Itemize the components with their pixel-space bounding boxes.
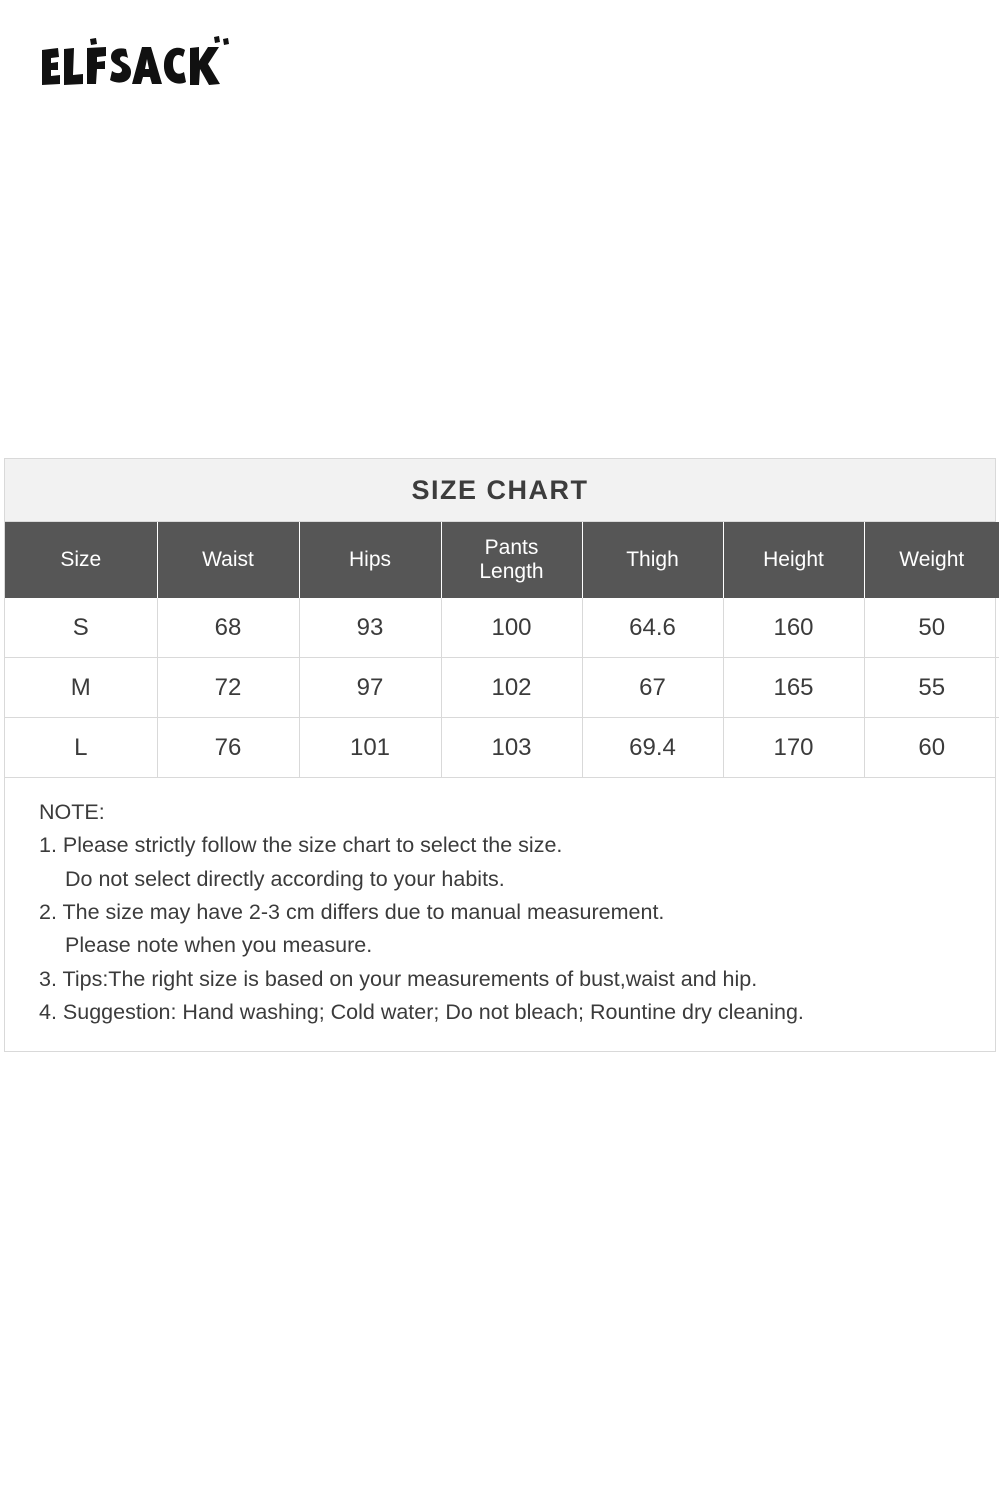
notes-heading: NOTE: xyxy=(39,800,105,824)
cell-weight: 60 xyxy=(918,733,946,761)
cell-hips: 93 xyxy=(299,598,441,658)
table-row xyxy=(5,598,999,658)
table-row xyxy=(5,718,999,778)
cell-thigh: 64.6 xyxy=(582,598,723,658)
cell-size: L xyxy=(5,718,157,778)
column-header-waist: Waist xyxy=(157,522,299,598)
cell-hips: 97 xyxy=(299,658,441,718)
cell-weight: 50 xyxy=(864,598,999,658)
cell-height: 165 xyxy=(723,658,864,718)
brand-logo xyxy=(38,34,238,104)
cell-hips: 101 xyxy=(299,718,441,778)
elfsack-wordmark-logo xyxy=(38,34,238,104)
column-header-weight: Weight xyxy=(864,522,999,598)
table-row xyxy=(5,658,999,718)
column-header-pants-length xyxy=(441,522,582,598)
column-header-pants-length-line2: Length xyxy=(479,560,544,583)
cell-waist: 76 xyxy=(157,718,299,778)
note-line-4: 4. Suggestion: Hand washing; Cold water; Do not bleach; Rountine dry cleaning. xyxy=(39,999,804,1024)
note-line-2: 2. The size may have 2-3 cm differs due to manual measurement. xyxy=(39,899,665,924)
size-chart-panel xyxy=(4,458,996,1052)
cell-size: M xyxy=(5,658,157,718)
column-header-hips: Hips xyxy=(299,522,441,598)
column-header-size: Size xyxy=(5,522,157,598)
cell-pants-length: 100 xyxy=(441,598,582,658)
note-line-1: 1. Please strictly follow the size chart to select the size. xyxy=(39,833,563,858)
cell-thigh: 67 xyxy=(582,658,723,718)
note-line-2b: Please note when you measure. xyxy=(65,933,373,958)
cell-size: S xyxy=(5,598,157,658)
note-line-3: 3. Tips:The right size is based on your measurements of bust,waist and hip. xyxy=(39,966,758,991)
column-header-pants-length-line1: Pants xyxy=(484,535,539,559)
cell-pants-length: 103 xyxy=(441,718,582,778)
cell-thigh: 69.4 xyxy=(582,718,723,778)
column-header-thigh: Thigh xyxy=(582,522,723,598)
cell-height: 170 xyxy=(723,718,864,778)
cell-height: 160 xyxy=(723,598,864,658)
note-line-1b: Do not select directly according to your habits. xyxy=(65,866,505,891)
size-chart-table xyxy=(5,522,999,777)
cell-waist: 72 xyxy=(157,658,299,718)
cell-weight: 55 xyxy=(864,658,999,718)
notes-section xyxy=(5,777,995,1051)
cell-pants-length: 102 xyxy=(441,658,582,718)
table-header-row xyxy=(5,522,999,598)
column-header-height: Height xyxy=(723,522,864,598)
size-chart-title: SIZE CHART xyxy=(5,459,995,522)
cell-waist: 68 xyxy=(157,598,299,658)
